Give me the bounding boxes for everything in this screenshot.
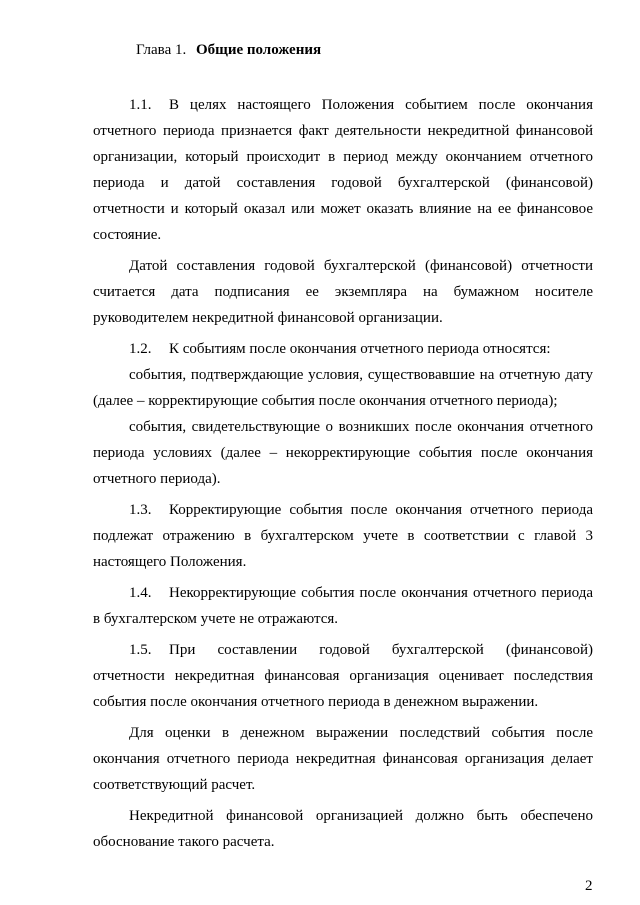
paragraph-number: 1.3. [129,502,152,518]
paragraph-text: При составлении годовой бухгалтерской (финансовой) отчетности некредитная финансовая организация оценивает последствия события после окончания отчетного периода в денежном выражении. [93,642,593,710]
paragraph-number: 1.1. [129,97,152,113]
paragraph-justification [93,803,593,855]
paragraph-1-4 [93,580,593,632]
paragraph-number: 1.2. [129,341,152,357]
chapter-heading [136,40,321,60]
paragraph-1-5 [93,637,593,715]
paragraph-number: 1.4. [129,585,152,601]
paragraph-text: Для оценки в денежном выражении последствий события после окончания отчетного периода некредитная финансовая организация делает соответствующий расчет. [93,725,593,793]
paragraph-1-1 [93,92,593,248]
paragraph-text: Некредитной финансовой организацией должно быть обеспечено обоснование такого расчета. [93,808,593,850]
page-number: 2 [585,878,593,894]
paragraph-text: К событиям после окончания отчетного периода относятся: [169,341,551,357]
paragraph-text: Датой составления годовой бухгалтерской (финансовой) отчетности считается дата подписания ее экземпляра на бумажном носителе руководителем некредитной финансовой организации. [93,258,593,326]
paragraph-valuation [93,720,593,798]
paragraph-non-adjusting-events [93,414,593,492]
paragraph-adjusting-events [93,362,593,414]
paragraph-text: Корректирующие события после окончания отчетного периода подлежат отражению в бухгалтерском учете в соответствии с главой 3 настоящего Положения. [93,502,593,570]
paragraph-text: В целях настоящего Положения событием после окончания отчетного периода признается факт деятельности некредитной финансовой организации, который происходит в период между окончанием отчетного периода и датой составления годовой бухгалтерской (финансовой) отчетности и который оказал или может оказать влияние на ее финансовое состояние. [93,97,593,243]
paragraph-date-definition [93,253,593,331]
chapter-label: Глава 1. [136,42,187,58]
paragraph-text: события, подтверждающие условия, существовавшие на отчетную дату (далее – корректирующие события после окончания отчетного периода); [93,367,593,409]
paragraph-text: события, свидетельствующие о возникших после окончания отчетного периода условиях (далее – некорректирующие события после окончания отчетного периода). [93,419,593,487]
paragraph-text: Некорректирующие события после окончания отчетного периода в бухгалтерском учете не отражаются. [93,585,593,627]
paragraph-1-3 [93,497,593,575]
chapter-title: Общие положения [195,42,322,58]
body-text [93,92,593,855]
paragraph-1-2 [93,336,593,362]
paragraph-number: 1.5. [129,642,152,658]
